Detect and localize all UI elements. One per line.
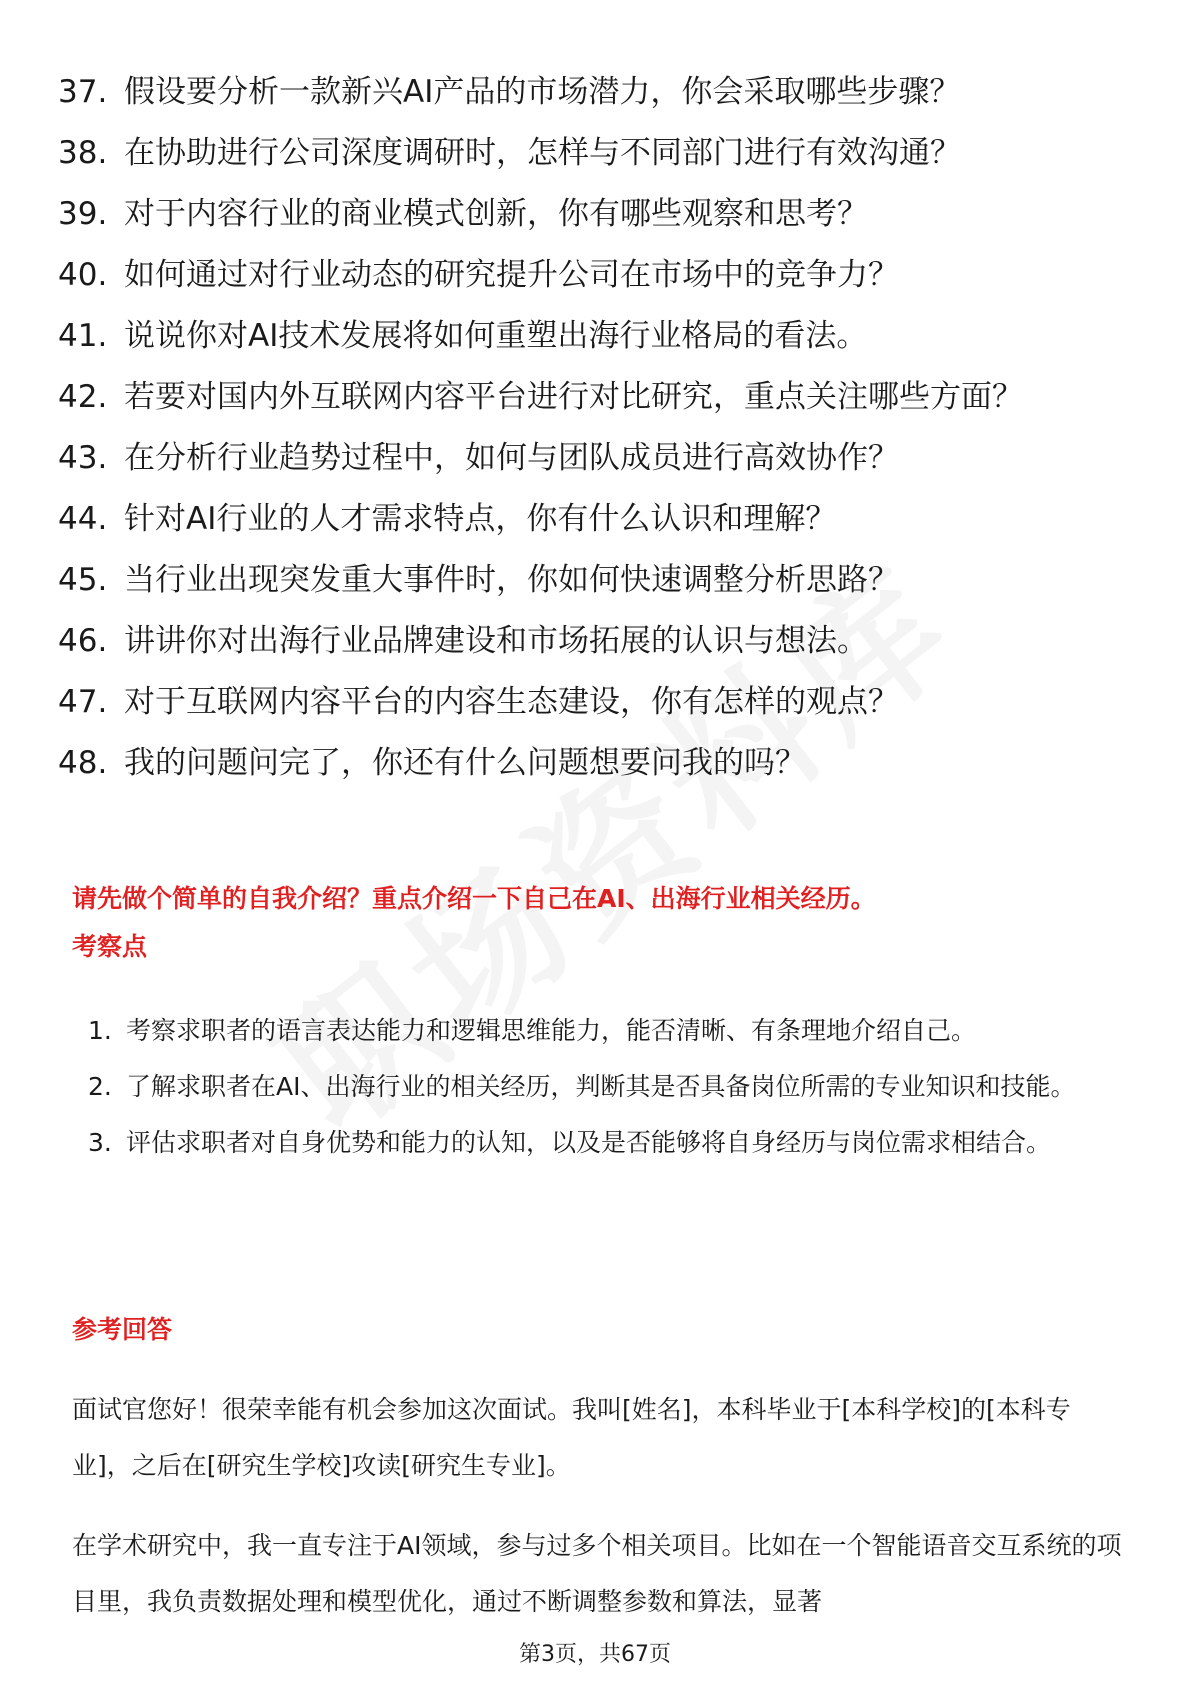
question-text: 对于内容行业的商业模式创新，你有哪些观察和思考？ bbox=[124, 196, 868, 232]
question-text: 针对AI行业的人才需求特点，你有什么认识和理解？ bbox=[124, 501, 837, 537]
question-text: 讲讲你对出海行业品牌建设和市场拓展的认识与想法。 bbox=[124, 623, 868, 659]
question-list bbox=[58, 72, 1118, 804]
assessment-points bbox=[88, 1003, 1118, 1171]
question-text: 说说你对AI技术发展将如何重塑出海行业格局的看法。 bbox=[124, 318, 868, 354]
question-number: 40. bbox=[58, 257, 108, 293]
question-text: 如何通过对行业动态的研究提升公司在市场中的竞争力？ bbox=[124, 257, 899, 293]
question-number: 41. bbox=[58, 318, 108, 354]
question-number: 42. bbox=[58, 379, 108, 415]
point-number: 3. bbox=[88, 1128, 112, 1157]
question-item bbox=[58, 560, 1118, 600]
question-item bbox=[58, 499, 1118, 539]
question-item bbox=[58, 743, 1118, 783]
question-text: 对于互联网内容平台的内容生态建设，你有怎样的观点？ bbox=[124, 684, 899, 720]
question-text: 当行业出现突发重大事件时，你如何快速调整分析思路？ bbox=[124, 562, 899, 598]
question-item bbox=[58, 72, 1118, 112]
point-text: 评估求职者对自身优势和能力的认知，以及是否能够将自身经历与岗位需求相结合。 bbox=[126, 1128, 1052, 1157]
question-number: 43. bbox=[58, 440, 108, 476]
question-number: 44. bbox=[58, 501, 108, 537]
question-number: 45. bbox=[58, 562, 108, 598]
point-number: 2. bbox=[88, 1072, 112, 1101]
question-item bbox=[58, 194, 1118, 234]
highlight-question: 请先做个简单的自我介绍？重点介绍一下自己在AI、出海行业相关经历。 bbox=[72, 884, 876, 913]
answer-paragraph: 在学术研究中，我一直专注于AI领域，参与过多个相关项目。比如在一个智能语音交互系统的项目里，我负责数据处理和模型优化，通过不断调整参数和算法，显著 bbox=[72, 1531, 1122, 1616]
question-item bbox=[58, 133, 1118, 173]
assessment-point bbox=[88, 1115, 1118, 1171]
question-number: 48. bbox=[58, 745, 108, 781]
question-number: 37. bbox=[58, 74, 108, 110]
point-text: 考察求职者的语言表达能力和逻辑思维能力，能否清晰、有条理地介绍自己。 bbox=[126, 1016, 977, 1045]
question-text: 在协助进行公司深度调研时，怎样与不同部门进行有效沟通？ bbox=[124, 135, 961, 171]
question-text: 在分析行业趋势过程中，如何与团队成员进行高效协作？ bbox=[124, 440, 899, 476]
assessment-point bbox=[88, 1059, 1118, 1115]
point-text: 了解求职者在AI、出海行业的相关经历，判断其是否具备岗位所需的专业知识和技能。 bbox=[126, 1072, 1076, 1101]
question-item bbox=[58, 621, 1118, 661]
question-number: 38. bbox=[58, 135, 108, 171]
question-number: 46. bbox=[58, 623, 108, 659]
question-text: 假设要分析一款新兴AI产品的市场潜力，你会采取哪些步骤？ bbox=[124, 74, 961, 110]
question-item bbox=[58, 316, 1118, 356]
question-item bbox=[58, 682, 1118, 722]
question-text: 若要对国内外互联网内容平台进行对比研究，重点关注哪些方面？ bbox=[124, 379, 1023, 415]
question-item bbox=[58, 438, 1118, 478]
question-item bbox=[58, 377, 1118, 417]
question-number: 47. bbox=[58, 684, 108, 720]
assessment-point bbox=[88, 1003, 1118, 1059]
question-item bbox=[58, 255, 1118, 295]
assessment-heading: 考察点 bbox=[72, 932, 148, 961]
page-footer: 第3页，共67页 bbox=[519, 1642, 671, 1667]
answer-heading: 参考回答 bbox=[72, 1315, 173, 1344]
question-number: 39. bbox=[58, 196, 108, 232]
answer-paragraph: 面试官您好！很荣幸能有机会参加这次面试。我叫[姓名]，本科毕业于[本科学校]的[本科专业]，之后在[研究生学校]攻读[研究生专业]。 bbox=[72, 1395, 1071, 1480]
point-number: 1. bbox=[88, 1016, 112, 1045]
question-text: 我的问题问完了，你还有什么问题想要问我的吗？ bbox=[124, 745, 806, 781]
